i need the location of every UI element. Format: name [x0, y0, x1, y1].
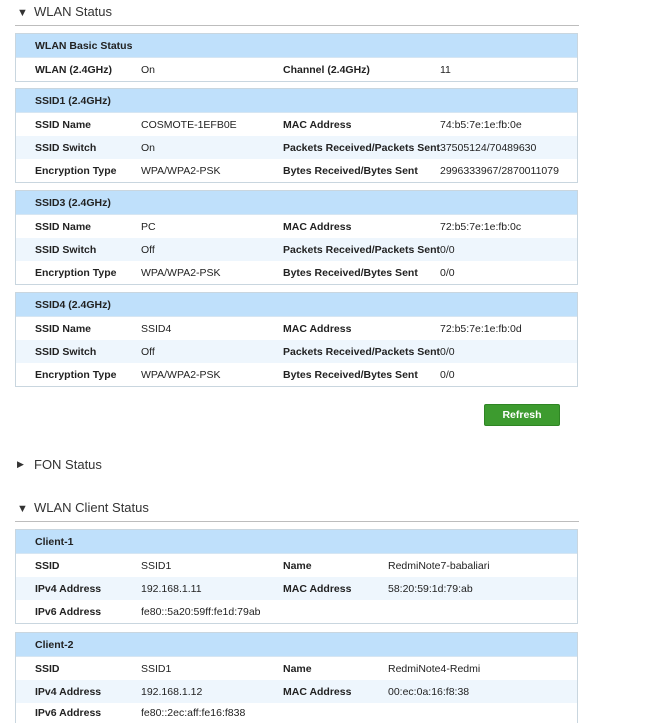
table-header: SSID1 (2.4GHz)	[16, 89, 577, 113]
row-value: 37505124/70489630	[440, 141, 537, 154]
table-row	[16, 657, 577, 680]
wlan-client-status-title: WLAN Client Status	[34, 500, 149, 515]
row-value: 72:b5:7e:1e:fb:0c	[440, 220, 522, 233]
row-label: Encryption Type	[35, 164, 117, 177]
row-value: 0/0	[440, 243, 455, 256]
row-label: Packets Received/Packets Sent	[283, 141, 441, 154]
row-label: IPv4 Address	[35, 582, 102, 595]
client-2-table	[15, 632, 578, 723]
row-value: fe80::5a20:59ff:fe1d:79ab	[141, 605, 261, 618]
row-label: Packets Received/Packets Sent	[283, 345, 441, 358]
row-value: SSID1	[141, 559, 172, 572]
wlan-status-section-header[interactable]	[15, 3, 579, 26]
triangle-right-icon[interactable]: ▶	[17, 459, 24, 469]
table-row	[16, 680, 577, 703]
ssid3-table	[15, 190, 578, 285]
row-value: fe80::2ec:aff:fe16:f838	[141, 707, 246, 719]
table-row	[16, 58, 577, 81]
client-1-table	[15, 529, 578, 624]
row-label: Name	[283, 559, 312, 572]
table-row	[16, 215, 577, 238]
triangle-down-icon[interactable]: ▼	[17, 7, 28, 19]
row-label: Channel (2.4GHz)	[283, 63, 370, 76]
row-value: 72:b5:7e:1e:fb:0d	[440, 322, 522, 335]
row-value: Off	[141, 243, 155, 256]
row-value: 192.168.1.12	[141, 685, 203, 698]
table-row	[16, 600, 577, 623]
row-value: 11	[440, 63, 451, 76]
row-label: SSID Switch	[35, 141, 97, 154]
table-row	[16, 261, 577, 284]
row-label: SSID Name	[35, 322, 92, 335]
row-value: WPA/WPA2-PSK	[141, 266, 221, 279]
row-value: WPA/WPA2-PSK	[141, 368, 221, 381]
row-label: Packets Received/Packets Sent	[283, 243, 441, 256]
ssid1-table	[15, 88, 578, 183]
row-value: COSMOTE-1EFB0E	[141, 118, 237, 131]
row-value: SSID1	[141, 662, 172, 675]
row-value: 0/0	[440, 266, 455, 279]
row-value: 0/0	[440, 345, 455, 358]
row-value: RedmiNote4-Redmi	[388, 662, 481, 675]
row-value: 58:20:59:1d:79:ab	[388, 582, 473, 595]
row-value: SSID4	[141, 322, 172, 335]
table-header: Client-1	[16, 530, 577, 554]
wlan-status-title: WLAN Status	[34, 4, 113, 19]
wlan-client-status-section-header[interactable]	[15, 499, 579, 522]
row-label: Encryption Type	[35, 368, 117, 381]
table-header: Client-2	[16, 633, 577, 657]
row-value: WPA/WPA2-PSK	[141, 164, 221, 177]
table-row	[16, 554, 577, 577]
table-row	[16, 340, 577, 363]
row-label: Name	[283, 662, 312, 675]
row-value: 74:b5:7e:1e:fb:0e	[440, 118, 522, 131]
row-label: Bytes Received/Bytes Sent	[283, 164, 418, 177]
table-row	[16, 577, 577, 600]
row-label: MAC Address	[283, 685, 352, 698]
row-label: MAC Address	[283, 582, 352, 595]
row-label: SSID Switch	[35, 345, 97, 358]
row-label: SSID Name	[35, 220, 92, 233]
table-row	[16, 317, 577, 340]
row-label: MAC Address	[283, 220, 352, 233]
row-label: MAC Address	[283, 322, 352, 335]
row-value: 2996333967/2870011079	[440, 164, 559, 177]
row-value: On	[141, 63, 156, 76]
table-row	[16, 113, 577, 136]
table-row	[16, 136, 577, 159]
row-value: 00:ec:0a:16:f8:38	[388, 685, 470, 698]
row-label: IPv6 Address	[35, 605, 102, 618]
table-row	[16, 363, 577, 386]
row-label: SSID Name	[35, 118, 92, 131]
wlan-basic-status-table	[15, 33, 578, 82]
ssid4-table	[15, 292, 578, 387]
row-label: WLAN (2.4GHz)	[35, 63, 112, 76]
row-label: IPv4 Address	[35, 685, 102, 698]
row-label: SSID Switch	[35, 243, 97, 256]
table-row	[16, 703, 577, 723]
row-value: 0/0	[440, 368, 455, 381]
row-value: On	[141, 141, 156, 154]
row-value: PC	[141, 220, 156, 233]
table-row	[16, 238, 577, 261]
triangle-down-icon[interactable]: ▼	[17, 503, 28, 515]
row-label: SSID	[35, 662, 60, 675]
table-header: SSID4 (2.4GHz)	[16, 293, 577, 317]
fon-status-title: FON Status	[34, 457, 102, 472]
row-label: Bytes Received/Bytes Sent	[283, 266, 418, 279]
table-row	[16, 159, 577, 182]
table-header: SSID3 (2.4GHz)	[16, 191, 577, 215]
table-header: WLAN Basic Status	[16, 34, 577, 58]
row-label: IPv6 Address	[35, 707, 102, 719]
row-label: SSID	[35, 559, 60, 572]
row-value: 192.168.1.11	[141, 582, 202, 595]
row-label: Encryption Type	[35, 266, 117, 279]
row-label: MAC Address	[283, 118, 352, 131]
row-label: Bytes Received/Bytes Sent	[283, 368, 418, 381]
row-value: Off	[141, 345, 155, 358]
refresh-button[interactable]: Refresh	[484, 404, 560, 426]
row-value: RedmiNote7-babaliari	[388, 559, 490, 572]
